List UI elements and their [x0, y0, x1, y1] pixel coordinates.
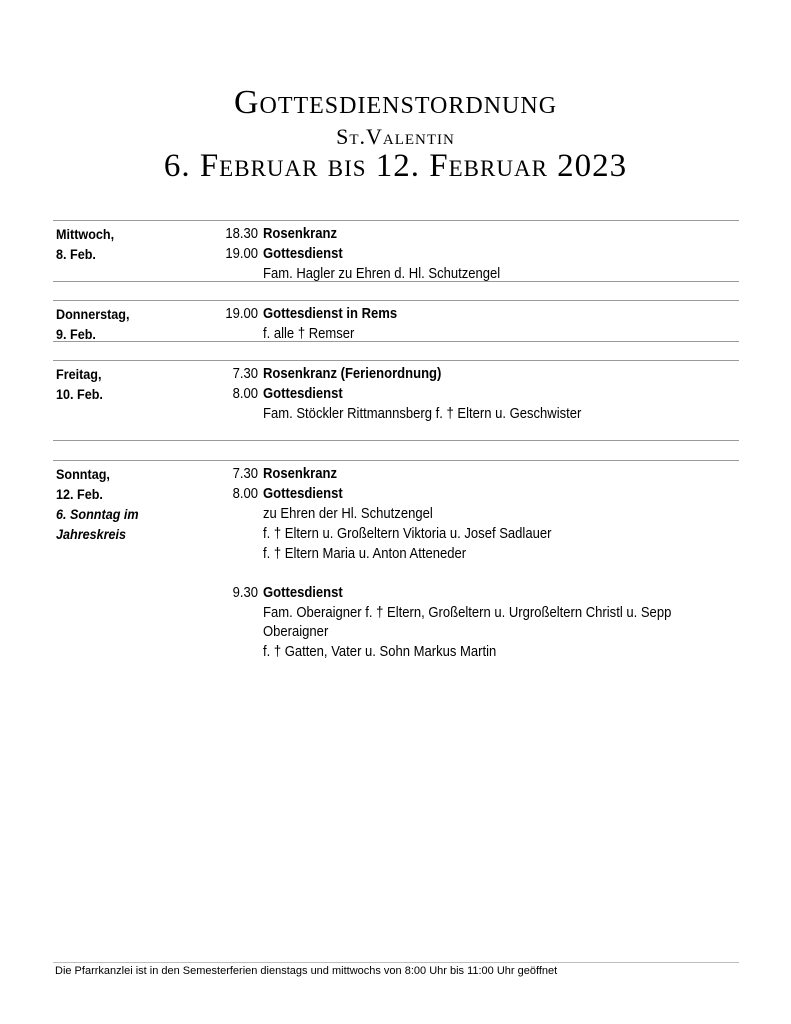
divider — [53, 360, 739, 361]
entry-title: Rosenkranz — [263, 226, 337, 242]
date-range: 6. Februar bis 12. Februar 2023 — [163, 148, 628, 184]
entry-note: f. † Gatten, Vater u. Sohn Markus Martin — [263, 644, 497, 660]
entry-note: Oberaigner — [263, 624, 329, 640]
day-name: Sonntag, — [56, 466, 110, 482]
entry-note: Fam. Oberaigner f. † Eltern, Großeltern u. Urgroßeltern Christl u. Sepp — [263, 605, 672, 621]
entry-title: Rosenkranz (Ferienordnung) — [263, 366, 442, 382]
entry-title: Gottesdienst — [263, 585, 343, 601]
day-name: Mittwoch, — [56, 226, 115, 242]
footer-note: Die Pfarrkanzlei ist in den Semesterferien dienstags und mittwochs von 8:00 Uhr bis 11:00 Uhr geöffnet — [55, 965, 558, 977]
day-date: 10. Feb. — [56, 386, 103, 402]
feast-name: Jahreskreis — [56, 526, 127, 542]
divider — [53, 281, 739, 282]
entry-note: f. alle † Remser — [263, 326, 355, 342]
parish-name: St.Valentin — [336, 124, 455, 149]
entry-note: f. † Eltern Maria u. Anton Atteneder — [263, 546, 467, 562]
entry-title: Rosenkranz — [263, 466, 337, 482]
day-date: 12. Feb. — [56, 486, 103, 502]
divider — [53, 220, 739, 221]
divider — [53, 300, 739, 301]
footer-divider — [53, 962, 739, 963]
entry-note: Fam. Stöckler Rittmannsberg f. † Eltern u. Geschwister — [263, 406, 582, 422]
entry-time: 18.30 — [225, 226, 258, 242]
entry-time: 9.30 — [232, 585, 258, 601]
entry-time: 8.00 — [232, 486, 258, 502]
divider — [53, 341, 739, 342]
entry-note: zu Ehren der Hl. Schutzengel — [263, 506, 433, 522]
entry-title: Gottesdienst in Rems — [263, 306, 398, 322]
entry-note: f. † Eltern u. Großeltern Viktoria u. Josef Sadlauer — [263, 526, 552, 542]
divider — [53, 460, 739, 461]
entry-time: 7.30 — [232, 366, 258, 382]
entry-title: Gottesdienst — [263, 386, 343, 402]
feast-name: 6. Sonntag im — [56, 506, 139, 522]
day-date: 8. Feb. — [56, 246, 96, 262]
entry-time: 8.00 — [232, 386, 258, 402]
day-name: Donnerstag, — [56, 306, 130, 322]
entry-title: Gottesdienst — [263, 246, 343, 262]
entry-time: 19.00 — [225, 246, 258, 262]
page-title: Gottesdienstordnung — [233, 84, 558, 121]
entry-title: Gottesdienst — [263, 486, 343, 502]
divider — [53, 440, 739, 441]
day-date: 9. Feb. — [56, 326, 96, 342]
entry-time: 19.00 — [225, 306, 258, 322]
day-name: Freitag, — [56, 366, 102, 382]
entry-time: 7.30 — [232, 466, 258, 482]
entry-note: Fam. Hagler zu Ehren d. Hl. Schutzengel — [263, 266, 501, 282]
